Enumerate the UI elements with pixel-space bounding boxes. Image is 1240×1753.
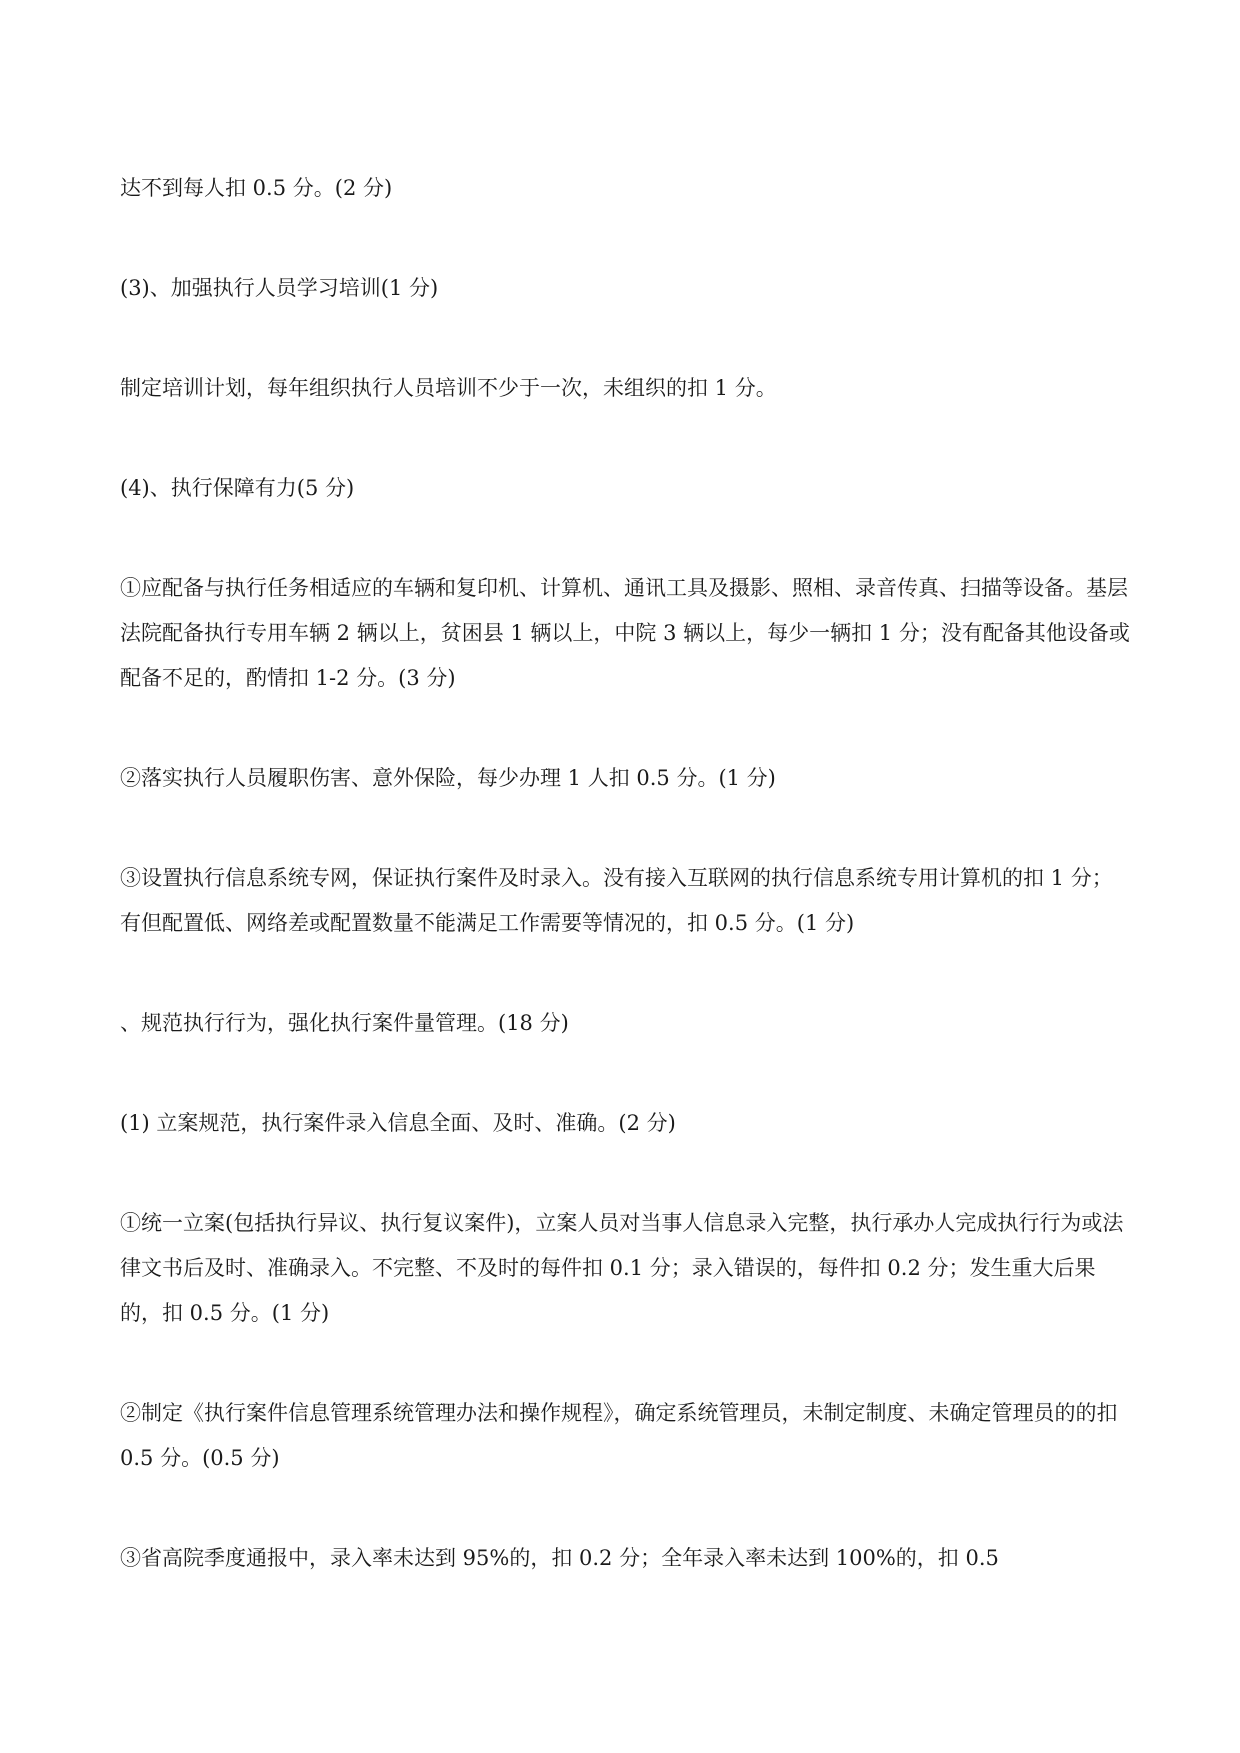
paragraph-insurance: ②落实执行人员履职伤害、意外保险，每少办理 1 人扣 0.5 分。(1 分) xyxy=(120,766,776,790)
heading-execution-guarantee: (4)、执行保障有力(5 分) xyxy=(120,476,355,500)
heading-training: (3)、加强执行人员学习培训(1 分) xyxy=(120,276,439,300)
paragraph-entry-rate: ③省高院季度通报中，录入率未达到 95%的，扣 0.2 分；全年录入率未达到 100%的，扣 0.5 xyxy=(120,1546,999,1570)
paragraph-management-rules: ②制定《执行案件信息管理系统管理办法和操作规程》，确定系统管理员，未制定制度、未确定管理员的的扣 0.5 分。(0.5 分) xyxy=(120,1401,1118,1470)
heading-standardize-execution: 、规范执行行为，强化执行案件量管理。(18 分) xyxy=(120,1011,569,1035)
paragraph-deduction-note: 达不到每人扣 0.5 分。(2 分) xyxy=(120,176,393,200)
paragraph-training-plan: 制定培训计划，每年组织执行人员培训不少于一次，未组织的扣 1 分。 xyxy=(120,376,777,400)
document-body xyxy=(120,166,1130,1636)
heading-case-filing: (1) 立案规范，执行案件录入信息全面、及时、准确。(2 分) xyxy=(120,1111,676,1135)
paragraph-unified-filing: ①统一立案(包括执行异议、执行复议案件)，立案人员对当事人信息录入完整，执行承办人完成执行行为或法律文书后及时、准确录入。不完整、不及时的每件扣 0.1 分；录入错误的，每件扣 0.2 分；发生重大后果的，扣 0.5 分。(1 分) xyxy=(120,1211,1124,1325)
paragraph-info-network: ③设置执行信息系统专网，保证执行案件及时录入。没有接入互联网的执行信息系统专用计算机的扣 1 分；有但配置低、网络差或配置数量不能满足工作需要等情况的，扣 0.5 分。(1 分) xyxy=(120,866,1113,935)
paragraph-equipment: ①应配备与执行任务相适应的车辆和复印机、计算机、通讯工具及摄影、照相、录音传真、扫描等设备。基层法院配备执行专用车辆 2 辆以上，贫困县 1 辆以上，中院 3 辆以上，每少一辆扣 1 分；没有配备其他设备或配备不足的，酌情扣 1-2 分。(3 分) xyxy=(120,576,1130,690)
